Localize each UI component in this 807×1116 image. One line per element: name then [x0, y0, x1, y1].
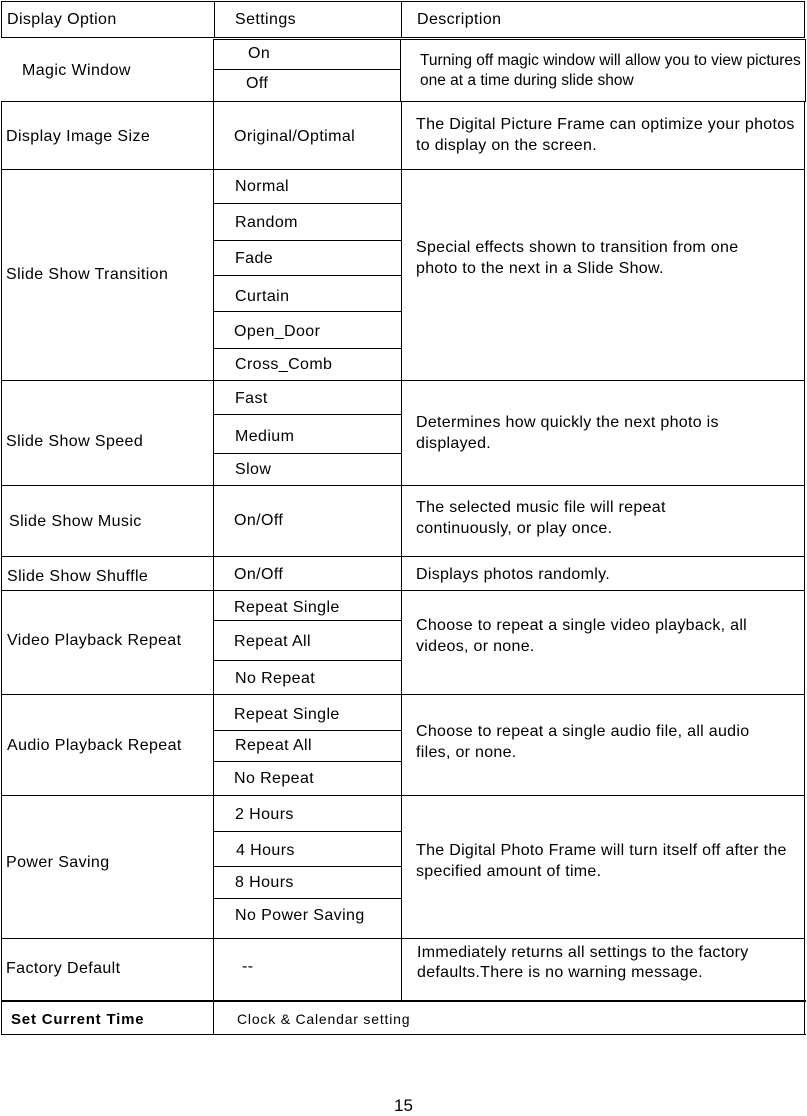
rule [1, 101, 2, 1035]
setting-repeat-all: Repeat All [235, 737, 312, 754]
option-slide-show-transition: Slide Show Transition [6, 266, 169, 283]
option-audio-playback-repeat: Audio Playback Repeat [7, 737, 182, 754]
rule [1, 556, 805, 557]
setting-4-hours: 4 Hours [236, 842, 295, 859]
option-display-image-size: Display Image Size [6, 128, 151, 145]
rule [1, 938, 805, 939]
rule [1, 1000, 806, 1002]
rule [213, 866, 401, 867]
rule [213, 39, 214, 102]
rule [1, 694, 805, 695]
setting-repeat-single: Repeat Single [234, 599, 340, 616]
option-slide-show-speed: Slide Show Speed [6, 433, 144, 450]
rule [400, 39, 806, 40]
description-magic-window: Turning off magic window will allow you to view pictures one at a time during slide show [420, 52, 801, 89]
description-slide-show-music: The selected music file will repeat continuously, or play once. [416, 499, 666, 537]
setting-no-repeat: No Repeat [235, 670, 316, 687]
setting-cross-comb: Cross_Comb [235, 356, 333, 373]
setting-no-repeat: No Repeat [234, 770, 315, 787]
setting-open-door: Open_Door [234, 323, 321, 340]
setting-repeat-single: Repeat Single [234, 706, 340, 723]
setting-fade: Fade [235, 250, 274, 267]
option-set-current-time: Set Current Time [11, 1011, 145, 1028]
setting-on: On [248, 45, 271, 62]
rule [213, 69, 401, 70]
rule [213, 620, 401, 621]
header-display-option: Display Option [7, 11, 117, 28]
rule [400, 101, 806, 102]
setting-original-optimal: Original/Optimal [234, 128, 356, 145]
option-factory-default: Factory Default [6, 960, 121, 977]
header-description: Description [417, 11, 502, 28]
setting-clock-calendar: Clock & Calendar setting [237, 1011, 411, 1027]
setting-medium: Medium [235, 428, 295, 445]
rule [213, 831, 401, 832]
description-audio-playback-repeat: Choose to repeat a single audio file, all audio files, or none. [416, 723, 750, 761]
rule [213, 414, 401, 415]
rule [1, 169, 805, 170]
rule [213, 101, 401, 102]
setting-repeat-all: Repeat All [234, 633, 311, 650]
setting-normal: Normal [235, 178, 289, 195]
description-power-saving: The Digital Photo Frame will turn itself off after the specified amount of time. [416, 842, 787, 880]
option-slide-show-shuffle: Slide Show Shuffle [7, 568, 149, 585]
rule [1, 590, 805, 591]
rule [1, 485, 805, 486]
option-video-playback-repeat: Video Playback Repeat [7, 632, 182, 649]
rule [1, 101, 214, 102]
setting-on-off: On/Off [234, 512, 284, 529]
rule [213, 453, 401, 454]
setting-on-off: On/Off [234, 566, 284, 583]
rule [1, 1, 2, 37]
rule [213, 275, 401, 276]
rule [214, 1, 215, 37]
option-magic-window: Magic Window [22, 62, 131, 79]
setting-fast: Fast [235, 390, 268, 407]
setting-2-hours: 2 Hours [235, 806, 294, 823]
rule [1, 380, 805, 381]
setting-random: Random [235, 214, 298, 231]
setting-curtain: Curtain [235, 288, 290, 305]
rule [213, 348, 401, 349]
description-slide-show-shuffle: Displays photos randomly. [416, 566, 610, 583]
rule [213, 311, 401, 312]
option-power-saving: Power Saving [6, 854, 110, 871]
rule [213, 203, 401, 204]
option-slide-show-music: Slide Show Music [9, 513, 142, 530]
rule [400, 39, 401, 102]
rule [213, 101, 214, 1035]
rule [401, 1, 402, 37]
description-video-playback-repeat: Choose to repeat a single video playback, all videos, or none. [416, 617, 748, 655]
rule [213, 240, 401, 241]
rule [1, 795, 805, 796]
rule [213, 39, 401, 40]
rule [213, 660, 401, 661]
setting-dashes: -- [242, 958, 254, 975]
rule [213, 730, 401, 731]
rule [1, 1034, 806, 1035]
rule [804, 101, 805, 1035]
rule [213, 898, 401, 899]
description-display-image-size: The Digital Picture Frame can optimize your photos to display on the screen. [416, 116, 795, 154]
page-number: 15 [394, 1096, 413, 1115]
header-settings: Settings [235, 11, 297, 28]
rule [213, 761, 401, 762]
rule [804, 1, 805, 37]
setting-off: Off [246, 75, 269, 92]
description-slide-show-speed: Determines how quickly the next photo is displayed. [416, 414, 719, 452]
rule [1, 37, 805, 38]
setting-slow: Slow [235, 461, 272, 478]
rule [1, 1, 805, 2]
setting-no-power-saving: No Power Saving [235, 907, 365, 924]
description-factory-default: Immediately returns all settings to the factory defaults.There is no warning message. [417, 944, 749, 981]
description-slide-show-transition: Special effects shown to transition from one photo to the next in a Slide Show. [416, 239, 739, 277]
rule [401, 101, 402, 1001]
setting-8-hours: 8 Hours [235, 874, 294, 891]
